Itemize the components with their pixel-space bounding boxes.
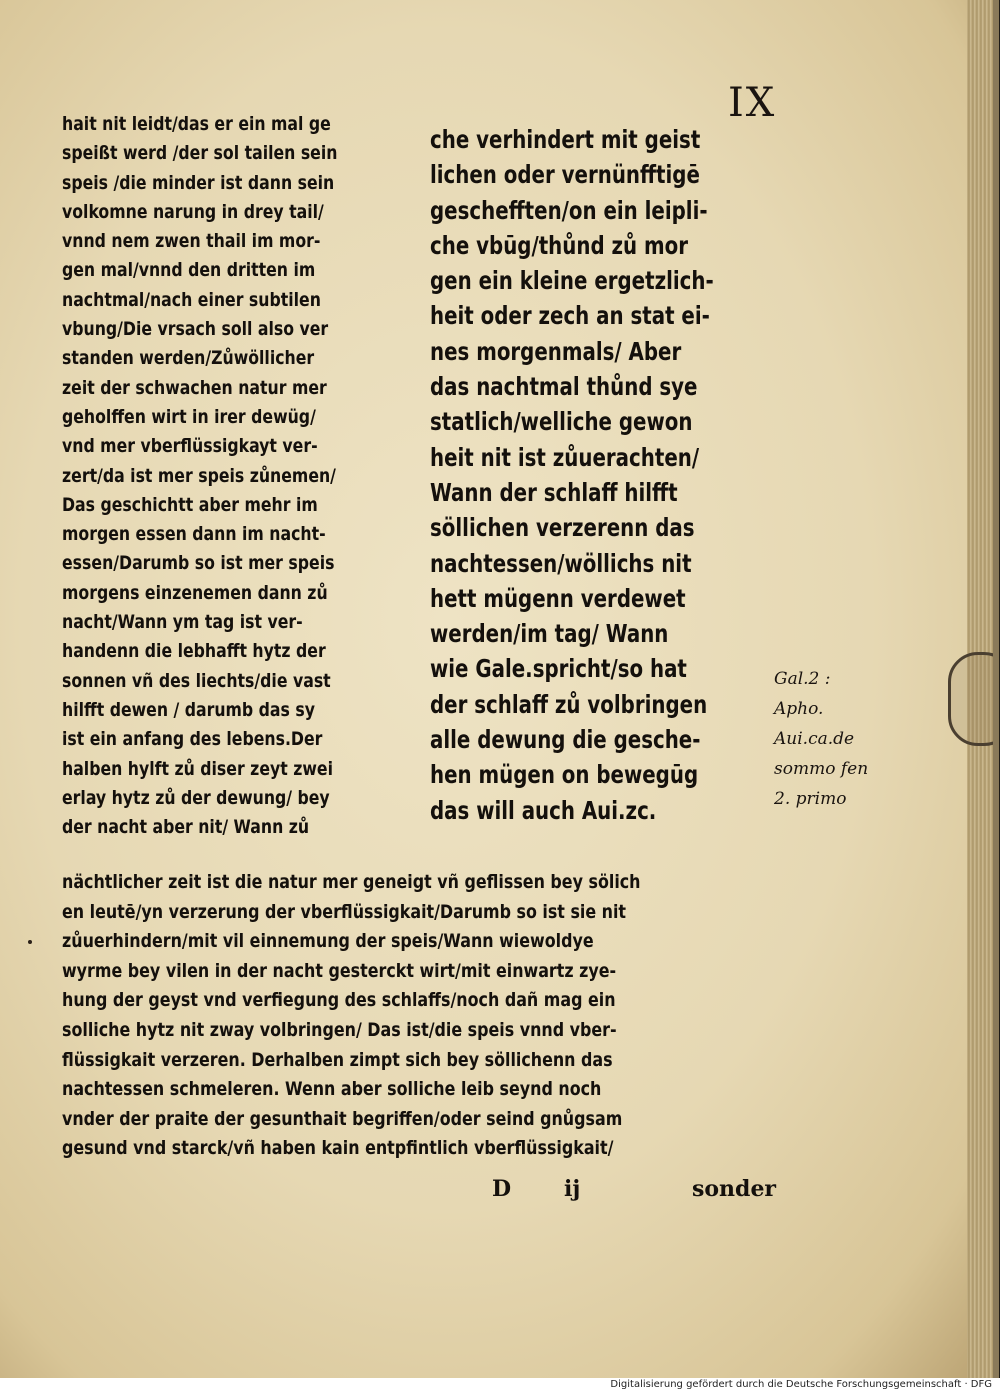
text-line: das will auch Aui.zc. <box>430 795 657 825</box>
book-clasp <box>948 652 999 746</box>
text-line: halben hylft zů diser zeyt zwei <box>62 757 333 780</box>
text-line: nachtmal/nach einer subtilen <box>62 288 321 311</box>
text-line: hett mügenn verdewet <box>430 583 686 613</box>
right-column <box>430 122 775 828</box>
text-line: nes morgenmals/ Aber <box>430 336 682 366</box>
text-line: hilfft dewen / darumb das sy <box>62 698 315 721</box>
text-line: Das geschichtt aber mehr im <box>62 493 318 516</box>
text-line: standen werden/Zůwöllicher <box>62 347 315 370</box>
text-line: geschefften/on ein leipli- <box>430 195 708 225</box>
text-line: gen mal/vnnd den dritten im <box>62 259 316 282</box>
text-line: handenn die lebhafft hytz der <box>62 640 326 663</box>
text-line: nachtessen/wöllichs nit <box>430 548 692 578</box>
text-line: solliche hytz nit zway volbringen/ Das ist/die speis vnnd vber- <box>62 1018 617 1041</box>
text-line: zůuerhindern/mit vil einnemung der speis/Wann wiewoldye <box>62 930 594 953</box>
signature-number: ij <box>564 1176 581 1202</box>
text-line: werden/im tag/ Wann <box>430 619 669 649</box>
text-line: morgen essen dann im nacht- <box>62 523 326 546</box>
text-line: geholffen wirt in irer dewüg/ <box>62 405 316 428</box>
text-line: zert/da ist mer speis zůnemen/ <box>62 464 336 487</box>
catchword-line <box>492 1176 777 1206</box>
text-line: gen ein kleine ergetzlich- <box>430 266 714 296</box>
text-line: speis /die minder ist dann sein <box>62 171 335 194</box>
text-line: alle dewung die gesche- <box>430 725 701 755</box>
text-line: speißt werd /der sol tailen sein <box>62 142 338 165</box>
text-line: söllichen verzerenn das <box>430 513 695 543</box>
folio-number: IX <box>728 80 777 126</box>
text-line: lichen oder vernünfftigē <box>430 160 700 190</box>
footer-bar <box>0 1378 1000 1394</box>
text-line: morgens einzenemen dann zů <box>62 581 328 604</box>
text-line: che vbūg/thůnd zů mor <box>430 230 688 260</box>
note-line: 2. primo <box>774 789 847 809</box>
text-line: erlay hytz zů der dewung/ bey <box>62 786 330 809</box>
left-column <box>62 110 407 842</box>
text-line: hait nit leidt/das er ein mal ge <box>62 113 331 135</box>
text-line: vbung/Die vrsach soll also ver <box>62 318 329 341</box>
text-line: vnder der praite der gesunthait begriffen/oder seind gnůgsam <box>62 1107 623 1130</box>
text-line: nachtessen schmeleren. Wenn aber solliche leib seynd noch <box>62 1078 602 1101</box>
text-line: heit nit ist zůuerachten/ <box>430 442 700 472</box>
text-line: hen mügen on bewegūg <box>430 760 699 790</box>
text-line: heit oder zech an stat ei- <box>430 301 710 331</box>
text-line: gesund vnd starck/vñ haben kain entpfintlich vberflüssigkait/ <box>62 1137 614 1160</box>
note-line: Apho. <box>774 699 824 719</box>
text-line: zeit der schwachen natur mer <box>62 376 327 399</box>
ink-mark <box>28 940 32 944</box>
text-line: das nachtmal thůnd sye <box>430 372 698 402</box>
text-line: wyrme bey vilen in der nacht gesterckt wirt/mit einwartz zye- <box>62 959 617 982</box>
text-line: sonnen vñ des liechts/die vast <box>62 669 331 692</box>
text-line: nächtlicher zeit ist die natur mer geneigt vñ geflissen bey sölich <box>62 871 641 893</box>
text-line: der nacht aber nit/ Wann zů <box>62 816 310 839</box>
text-line: nacht/Wann ym tag ist ver- <box>62 611 303 634</box>
footer-credit: Digitalisierung gefördert durch die Deutsche Forschungsgemeinschaft · DFG <box>610 1379 992 1390</box>
text-line: Wann der schlaff hilfft <box>430 477 678 507</box>
note-line: sommo fen <box>774 759 869 779</box>
note-line: Gal.2 : <box>774 669 831 689</box>
text-line: vnnd nem zwen thail im mor- <box>62 230 321 253</box>
text-line: flüssigkait verzeren. Derhalben zimpt sich bey söllichenn das <box>62 1048 613 1071</box>
text-line: hung der geyst vnd verfiegung des schlaffs/noch dañ mag ein <box>62 989 616 1012</box>
text-line: ist ein anfang des lebens.Der <box>62 728 323 751</box>
catchword: sonder <box>692 1176 777 1202</box>
full-width-text <box>62 868 772 1164</box>
text-line: en leutē/yn verzerung der vberflüssigkait/Darumb so ist sie nit <box>62 900 627 923</box>
note-line: Aui.ca.de <box>774 729 855 749</box>
signature-letter: D <box>492 1176 512 1202</box>
text-line: che verhindert mit geist <box>430 125 701 154</box>
text-line: wie Gale.spricht/so hat <box>430 654 687 684</box>
text-line: statlich/welliche gewon <box>430 407 693 437</box>
text-line: der schlaff zů volbringen <box>430 689 708 719</box>
text-line: volkomne narung in drey tail/ <box>62 200 324 223</box>
text-line: essen/Darumb so ist mer speis <box>62 552 335 575</box>
text-line: vnd mer vberflüssigkayt ver- <box>62 435 318 458</box>
marginal-annotation <box>774 664 874 814</box>
